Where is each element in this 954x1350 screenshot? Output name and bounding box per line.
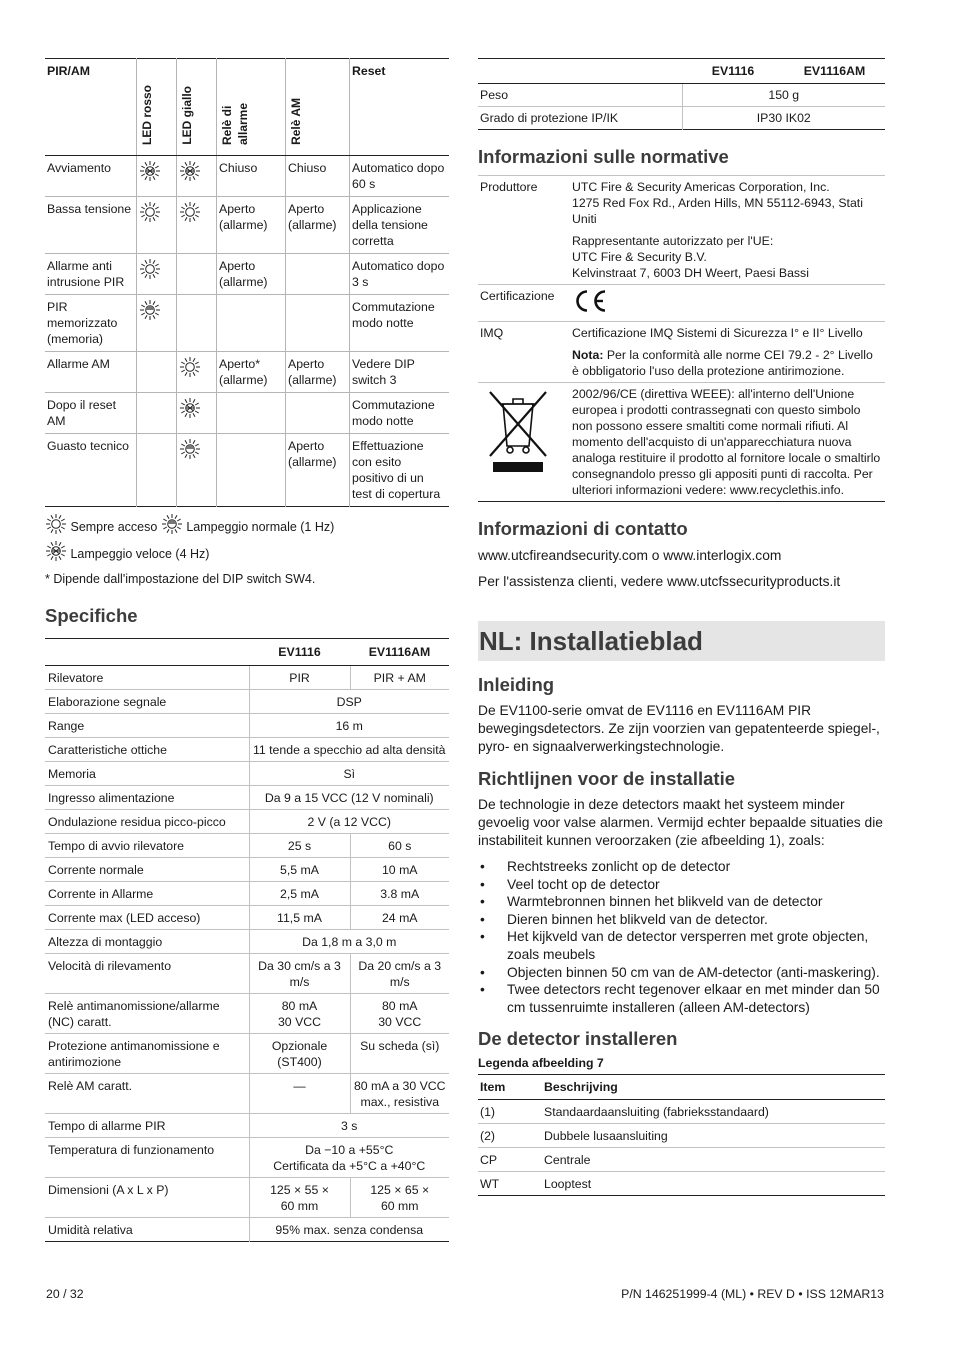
- legend-item-desc: Centrale: [542, 1148, 885, 1172]
- pir-row-label: Dopo il reset AM: [45, 393, 137, 434]
- pir-header-alarm-relay: Relè di allarme: [217, 59, 286, 156]
- ce-mark-icon: [572, 288, 608, 314]
- guidelines-list: [478, 858, 885, 1016]
- led-normal-icon: [139, 299, 161, 321]
- led-legend: [45, 513, 449, 567]
- contact-websites: www.utcfireandsecurity.com o www.interlogix.com: [478, 548, 782, 563]
- spec-value-ev1116: 80 mA 30 VCC: [249, 994, 350, 1034]
- nl-section-banner: [478, 621, 885, 661]
- spec-label: Corrente max (LED acceso): [45, 906, 249, 930]
- spec-label: Rilevatore: [45, 666, 249, 690]
- pir-header-led-red: LED rosso: [137, 59, 177, 156]
- am-relay-cell: Aperto (allarme): [286, 352, 350, 393]
- spec-label: Corrente normale: [45, 858, 249, 882]
- table-row: [45, 954, 449, 994]
- table-row: [45, 762, 449, 786]
- pir-row-label: Allarme AM: [45, 352, 137, 393]
- alarm-relay-cell: [217, 434, 286, 507]
- led-fast-icon: [179, 397, 201, 419]
- spec-value-both: 3 s: [249, 1114, 449, 1138]
- led-yellow-cell: [177, 434, 217, 507]
- legend-on-label: Sempre acceso: [70, 520, 158, 534]
- table-row: [45, 786, 449, 810]
- led-on-icon: [45, 513, 67, 535]
- spec-label: Corrente in Allarme: [45, 882, 249, 906]
- spec-value-both: Da 9 a 15 VCC (12 V nominali): [249, 786, 449, 810]
- pir-table-header: [45, 59, 449, 156]
- led-red-cell: [137, 197, 177, 254]
- top-header-ev1116: EV1116: [682, 59, 784, 84]
- am-relay-cell: Chiuso: [286, 156, 350, 197]
- table-row: [45, 882, 449, 906]
- table-row: [45, 254, 449, 295]
- table-row: [45, 393, 449, 434]
- led-red-cell: [137, 254, 177, 295]
- weee-text: 2002/96/CE (direttiva WEEE): all'interno dell'Unione europea i prodotti contrassegnati con questo simbolo non possono essere smaltiti come normali rifiuti. Al momento dell'acquisto di un'apparecchiatura nuova analoga restituire il prodotto al fornitore locale o smaltirlo consegnandolo presso gli appositi punti di raccolta. Per ulteriori informazioni vedere: www.recyclethis.info.: [570, 383, 885, 502]
- spec-value-ev1116: 125 × 55 × 60 mm: [249, 1178, 350, 1218]
- guidelines-text: De technologie in deze detectors maakt het systeem minder gevoelig voor valse alarmen. Vermijd echter bepaalde situaties die instabiliteit kunnen veroorzaken (zie afbeelding 1), zoals:: [478, 797, 883, 848]
- spec-label: Protezione antimanomissione e antirimozione: [45, 1034, 249, 1074]
- alarm-relay-cell: [217, 295, 286, 352]
- table-row: [45, 666, 449, 690]
- spec-value-both: DSP: [249, 690, 449, 714]
- legend-item-desc: Dubbele lusaansluiting: [542, 1124, 885, 1148]
- weee-symbol-cell: [478, 383, 570, 502]
- table-row: [45, 738, 449, 762]
- spec-value-both: 2 V (a 12 VCC): [249, 810, 449, 834]
- certification-label: Certificazione: [478, 285, 570, 322]
- reset-cell: Commutazione modo notte: [350, 295, 450, 352]
- table-row: [478, 383, 885, 502]
- led-fast-blink-icon: [45, 540, 67, 562]
- spec-label: Ondulazione residua picco-picco: [45, 810, 249, 834]
- imq-label: IMQ: [478, 322, 570, 383]
- top-table-header: [478, 59, 885, 84]
- spec-header-ev1116am: EV1116AM: [350, 639, 449, 666]
- legend-table-body: [478, 1100, 885, 1196]
- spec-value-both: 95% max. senza condensa: [249, 1218, 449, 1242]
- right-column: [478, 58, 885, 1196]
- alarm-relay-cell: Chiuso: [217, 156, 286, 197]
- table-row: [478, 176, 885, 285]
- table-row: [45, 714, 449, 738]
- led-fast-icon: [139, 160, 161, 182]
- reset-cell: Automatico dopo 60 s: [352, 161, 445, 191]
- legend-item-id: (1): [478, 1100, 542, 1124]
- list-item: • Twee detectors recht tegenover elkaar en met minder dan 50 cm tussenruimte installeren (alleen AM-detectors): [478, 981, 885, 1016]
- table-row: [45, 156, 449, 197]
- imq-note-label: Nota:: [572, 348, 604, 362]
- ip-label: Grado di protezione IP/IK: [478, 107, 682, 130]
- led-on-icon: [179, 201, 201, 223]
- table-row: [45, 1138, 449, 1178]
- pir-header-am-relay: Relè AM: [286, 59, 350, 156]
- list-item: • Warmtebronnen binnen het blikveld van de detector: [478, 893, 885, 911]
- intro-text: De EV1100-serie omvat de EV1116 en EV1116AM PIR bewegingsdetectors. Ze zijn voorzien van gepatenteerde spiegel-, pyro- en signaalverwerkingstechnologie.: [478, 703, 880, 754]
- table-row: [478, 322, 885, 383]
- spec-value-ev1116am: 24 mA: [350, 906, 449, 930]
- spec-value-ev1116am: Su scheda (sì): [350, 1034, 449, 1074]
- led-red-cell: [137, 295, 177, 352]
- am-relay-cell: [286, 254, 350, 295]
- list-item: • Het kijkveld van de detector versperren met grote objecten, zoals meubels: [478, 928, 885, 963]
- alarm-relay-cell: Aperto (allarme): [217, 197, 286, 254]
- spec-value-both: Da 1,8 m a 3,0 m: [249, 930, 449, 954]
- weight-label: Peso: [478, 84, 682, 107]
- spec-label: Tempo di avvio rilevatore: [45, 834, 249, 858]
- imq-cell: [570, 322, 885, 383]
- imq-note: [572, 347, 883, 379]
- spec-value-ev1116: 2,5 mA: [249, 882, 350, 906]
- page-number: 20 / 32: [46, 1287, 84, 1301]
- spec-value-ev1116: 5,5 mA: [249, 858, 350, 882]
- am-relay-cell: [286, 393, 350, 434]
- spec-value-ev1116am: 125 × 65 × 60 mm: [350, 1178, 449, 1218]
- part-number: P/N 146251999-4 (ML) • REV D • ISS 12MAR13: [621, 1287, 884, 1301]
- spec-header-row: [45, 639, 449, 666]
- alarm-relay-cell: Aperto (allarme): [217, 254, 286, 295]
- spec-value-ev1116am: 80 mA a 30 VCC max., resistiva: [350, 1074, 449, 1114]
- contact-heading: Informazioni di contatto: [478, 518, 688, 539]
- guidelines-heading: Richtlijnen voor de installatie: [478, 768, 735, 789]
- spec-value-both: Sì: [249, 762, 449, 786]
- reset-cell: Effettuazione con esito positivo di un test di copertura: [350, 434, 450, 507]
- producer-address: UTC Fire & Security Americas Corporation, Inc. 1275 Red Fox Rd., Arden Hills, MN 55112-6943, Stati Uniti: [572, 180, 863, 226]
- table-row: [478, 107, 885, 130]
- legend-item-id: (2): [478, 1124, 542, 1148]
- spec-label: Tempo di allarme PIR: [45, 1114, 249, 1138]
- led-fast-icon: [179, 160, 201, 182]
- am-relay-cell: Aperto (allarme): [286, 197, 350, 254]
- spec-value-both: 11 tende a specchio ad alta densità: [249, 738, 449, 762]
- spec-header-blank: [45, 639, 249, 666]
- legend-item-desc: Looptest: [542, 1172, 885, 1196]
- table-row: [45, 1114, 449, 1138]
- install-heading: De detector installeren: [478, 1028, 678, 1050]
- crossed-bin-icon: [480, 386, 568, 478]
- pir-header-led-yellow: LED giallo: [177, 59, 217, 156]
- left-column: [45, 58, 449, 1242]
- table-row: [45, 690, 449, 714]
- am-relay-cell: Aperto (allarme): [286, 434, 350, 507]
- table-row: [45, 295, 449, 352]
- table-row: [45, 434, 449, 507]
- normative-heading: Informazioni sulle normative: [478, 146, 729, 167]
- spec-value-ev1116: 25 s: [249, 834, 350, 858]
- legend-header-row: [478, 1075, 885, 1100]
- top-header-blank: [478, 59, 682, 84]
- led-yellow-cell: [177, 295, 217, 352]
- legend-line-1: [45, 513, 449, 540]
- legend-normal-label: Lampeggio normale (1 Hz): [186, 520, 335, 534]
- spec-value-ev1116am: 60 s: [350, 834, 449, 858]
- list-item: • Dieren binnen het blikveld van de detector.: [478, 911, 885, 929]
- reset-cell: Applicazione della tensione corretta: [350, 197, 450, 254]
- led-normal-blink-icon: [161, 513, 183, 535]
- led-red-cell: [137, 352, 177, 393]
- reset-cell: Commutazione modo notte: [350, 393, 450, 434]
- led-on-icon: [179, 356, 201, 378]
- spec-value-ev1116am: Da 20 cm/s a 3 m/s: [350, 954, 449, 994]
- table-row: [45, 834, 449, 858]
- spec-label: Temperatura di funzionamento: [45, 1138, 249, 1178]
- table-row: [45, 1218, 449, 1242]
- legend-header-item: Item: [478, 1075, 542, 1100]
- spec-label: Relè AM caratt.: [45, 1074, 249, 1114]
- table-row: [45, 810, 449, 834]
- table-row: [478, 1124, 885, 1148]
- pir-row-label: Allarme anti intrusione PIR: [45, 254, 137, 295]
- weight-value: 150 g: [682, 84, 885, 107]
- led-normal-icon: [179, 438, 201, 460]
- spec-label: Relè antimanomissione/allarme (NC) caratt.: [45, 994, 249, 1034]
- alarm-relay-cell: [217, 393, 286, 434]
- am-relay-cell: [286, 295, 350, 352]
- spec-value-ev1116am: 10 mA: [350, 858, 449, 882]
- table-row: [478, 1172, 885, 1196]
- dip-switch-footnote: * Dipende dall'impostazione del DIP switch SW4.: [45, 572, 316, 586]
- pir-am-status-table: [45, 58, 449, 507]
- figure-legend-table: [478, 1074, 885, 1196]
- spec-value-ev1116: 11,5 mA: [249, 906, 350, 930]
- pir-row-label: Avviamento: [45, 156, 137, 197]
- table-row: [45, 1178, 449, 1218]
- spec-value-ev1116am: 80 mA 30 VCC: [350, 994, 449, 1034]
- spec-heading: Specifiche: [45, 605, 138, 626]
- spec-label: Caratteristiche ottiche: [45, 738, 249, 762]
- producer-label: Produttore: [478, 176, 570, 285]
- nl-banner-title: NL: Installatieblad: [479, 626, 703, 656]
- ce-mark-cell: [570, 285, 885, 322]
- spec-value-ev1116: —: [249, 1074, 350, 1114]
- table-row: [45, 930, 449, 954]
- figure-legend-title: Legenda afbeelding 7: [478, 1056, 604, 1071]
- table-row: [478, 285, 885, 322]
- spec-value-ev1116: Opzionale (ST400): [249, 1034, 350, 1074]
- spec-value-ev1116: Da 30 cm/s a 3 m/s: [249, 954, 350, 994]
- led-on-icon: [139, 258, 161, 280]
- list-item: • Objecten binnen 50 cm van de AM-detector (anti-maskering).: [478, 964, 885, 982]
- pir-row-label: PIR memorizzato (memoria): [45, 295, 137, 352]
- table-row: [478, 84, 885, 107]
- legend-item-id: CP: [478, 1148, 542, 1172]
- spec-table-body: [45, 666, 449, 1242]
- table-row: [45, 1034, 449, 1074]
- led-yellow-cell: [177, 197, 217, 254]
- intro-heading: Inleiding: [478, 674, 555, 695]
- table-row: [45, 906, 449, 930]
- spec-value-ev1116am: PIR + AM: [350, 666, 449, 690]
- led-yellow-cell: [177, 352, 217, 393]
- table-row: [45, 352, 449, 393]
- spec-label: Range: [45, 714, 249, 738]
- spec-label: Elaborazione segnale: [45, 690, 249, 714]
- legend-line-2: [45, 540, 449, 567]
- spec-value-both: Da −10 a +55°C Certificata da +5°C a +40°C: [249, 1138, 449, 1178]
- imq-text: Certificazione IMQ Sistemi di Sicurezza I° e II° Livello: [572, 326, 863, 340]
- spec-value-ev1116: PIR: [249, 666, 350, 690]
- table-row: [478, 1148, 885, 1172]
- spec-label: Memoria: [45, 762, 249, 786]
- spec-table: [45, 638, 449, 1242]
- imq-note-text: Per la conformità alle norme CEI 79.2 - 2° Livello è obbligatorio l'uso della protezione antirimozione.: [572, 348, 873, 378]
- table-row: [45, 994, 449, 1034]
- legend-item-desc: Standaardaansluiting (fabrieksstandaard): [542, 1100, 885, 1124]
- list-item: • Rechtstreeks zonlicht op de detector: [478, 858, 885, 876]
- pir-row-label: Bassa tensione: [45, 197, 137, 254]
- spec-label: Umidità relativa: [45, 1218, 249, 1242]
- pir-row-label: Guasto tecnico: [45, 434, 137, 507]
- eu-representative: Rappresentante autorizzato per l'UE: UTC Fire & Security B.V. Kelvinstraat 7, 6003 DH Weert, Paesi Bassi: [572, 234, 809, 280]
- pir-header-pir-am: PIR/AM: [45, 59, 137, 156]
- spec-value-ev1116am: 3.8 mA: [350, 882, 449, 906]
- led-yellow-cell: [177, 254, 217, 295]
- normative-table: [478, 175, 885, 502]
- pir-table-body: [45, 156, 449, 507]
- led-red-cell: [137, 434, 177, 507]
- led-yellow-cell: [177, 156, 217, 197]
- ip-value: IP30 IK02: [682, 107, 885, 130]
- spec-label: Dimensioni (A x L x P): [45, 1178, 249, 1218]
- pir-header-reset: Reset: [350, 59, 450, 156]
- led-red-cell: [137, 156, 177, 197]
- spec-header-ev1116: EV1116: [249, 639, 350, 666]
- reset-cell: Automatico dopo 3 s: [350, 254, 450, 295]
- led-on-icon: [139, 201, 161, 223]
- spec-label: Velocità di rilevamento: [45, 954, 249, 994]
- legend-header-desc: Beschrijving: [542, 1075, 885, 1100]
- spec-label: Altezza di montaggio: [45, 930, 249, 954]
- contact-support: Per l'assistenza clienti, vedere www.utcfssecurityproducts.it: [478, 574, 841, 589]
- led-red-cell: [137, 393, 177, 434]
- legend-item-id: WT: [478, 1172, 542, 1196]
- table-row: [45, 197, 449, 254]
- table-row: [45, 858, 449, 882]
- producer-cell: [570, 176, 885, 285]
- reset-cell: Vedere DIP switch 3: [350, 352, 450, 393]
- spec-label: Ingresso alimentazione: [45, 786, 249, 810]
- spec-value-both: 16 m: [249, 714, 449, 738]
- list-item: • Veel tocht op de detector: [478, 876, 885, 894]
- weight-protection-table: [478, 58, 885, 130]
- top-header-ev1116am: EV1116AM: [784, 59, 885, 84]
- table-row: [478, 1100, 885, 1124]
- alarm-relay-cell: Aperto* (allarme): [217, 352, 286, 393]
- led-yellow-cell: [177, 393, 217, 434]
- table-row: [45, 1074, 449, 1114]
- legend-fast-label: Lampeggio veloce (4 Hz): [70, 547, 210, 561]
